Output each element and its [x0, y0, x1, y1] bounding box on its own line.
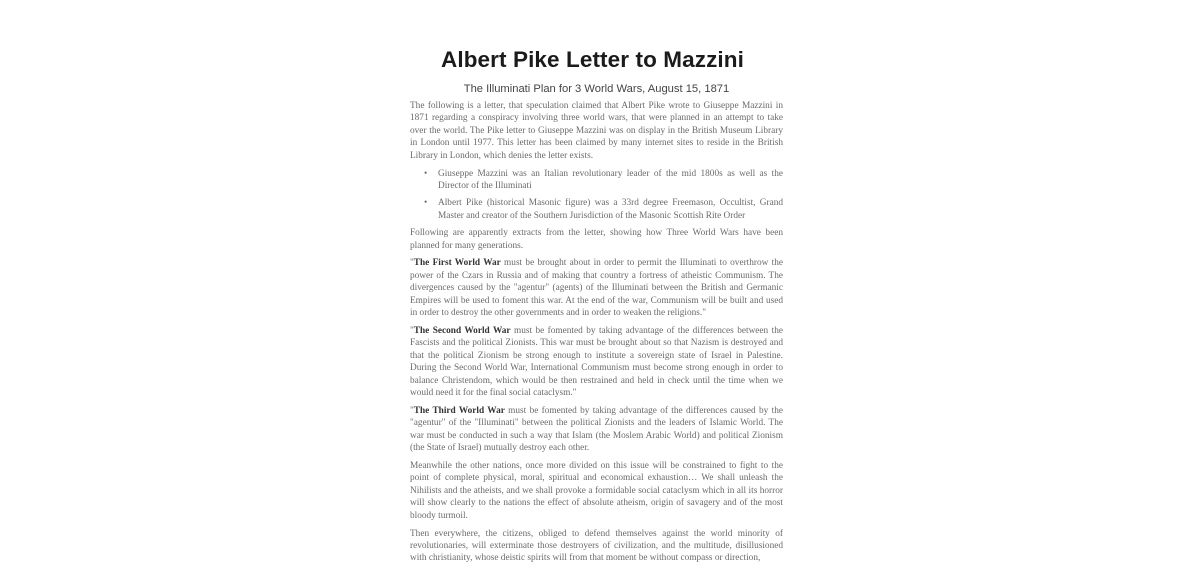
open-quote: " — [410, 405, 414, 416]
war-name-2: The Second World War — [413, 326, 511, 336]
war-name-3: The Third World War — [413, 405, 505, 416]
document-subtitle: The Illuminati Plan for 3 World Wars, August 15, 1871 — [463, 83, 730, 95]
war-text-1: must be brought about in order to permit the Illuminati to overthrow the power of the Czars in Russia and of making that country a fortress of atheistic Communism. The divergences caused by the "agentur" (agents) of the Illuminati between the British and Germanic Empires will be used to foment this war. At the end of the war, Communism will be built and used in order to destroy the other governments and in order to weaken the religions." — [410, 258, 783, 319]
bullet-text: Giuseppe Mazzini was an Italian revolutionary leader of the mid 1800s as well as the Director of the Illuminati — [438, 168, 783, 191]
document — [410, 44, 783, 570]
bullet-list — [410, 168, 783, 223]
bullet-item — [410, 197, 783, 222]
war-name-1: The First World War — [413, 258, 501, 269]
bullet-icon: • — [424, 168, 428, 179]
war-paragraph-3 — [410, 405, 783, 455]
open-quote: " — [410, 258, 414, 269]
war-text-3: must be fomented by taking advantage of the differences caused by the "agentur" of the "Illuminati" between the political Zionists and the leaders of Islamic World. The war must be conducted in such a way that Islam (the Moslem Arabic World) and political Zionism (the State of Israel) mutually destroy each other. — [410, 405, 783, 454]
war-paragraph-1 — [410, 257, 783, 319]
bullet-icon: • — [424, 198, 428, 209]
intro-paragraph: The following is a letter, that speculation claimed that Albert Pike wrote to Giuseppe Mazzini in 1871 regarding a conspiracy involving three world wars, that were planned in an attempt to take over the world. The Pike letter to Giuseppe Mazzini was on display in the British Museum Library in London until 1977. This letter has been claimed by many internet sites to reside in the British Library in London, which denies the letter exists. — [410, 101, 783, 161]
bullet-text: Albert Pike (historical Masonic figure) was a 33rd degree Freemason, Occultist, Grand Master and creator of the Southern Jurisdiction of the Masonic Scottish Rite Order — [438, 198, 783, 221]
following-paragraph: Following are apparently extracts from the letter, showing how Three World Wars have been planned for many generations. — [410, 228, 783, 251]
bullet-item — [410, 168, 783, 193]
document-title: Albert Pike Letter to Mazzini — [441, 47, 744, 72]
war-paragraph-2 — [410, 325, 783, 399]
meanwhile-paragraph: Meanwhile the other nations, once more divided on this issue will be constrained to fight to the point of complete physical, moral, spiritual and economical exhaustion… We shall unleash the Nihilists and the atheists, and we shall provoke a formidable social cataclysm which in all its horror will show clearly to the nations the effect of absolute atheism, origin of savagery and of the most bloody turmoil. — [410, 461, 783, 521]
then-paragraph: Then everywhere, the citizens, obliged to defend themselves against the world minority of revolutionaries, will exterminate those destroyers of civilization, and the multitude, disillusioned with christianity, whose deistic spirits will from that moment be without compass or direction, — [410, 528, 783, 564]
open-quote: " — [410, 326, 414, 336]
war-text-2: must be fomented by taking advantage of the differences between the Fascists and the political Zionists. This war must be brought about so that Nazism is destroyed and that the political Zionism be strong enough to institute a sovereign state of Israel in Palestine. During the Second World War, International Communism must become strong enough in order to balance Christendom, which would be then restrained and held in check until the time when we would need it for the final social cataclysm." — [410, 326, 783, 399]
